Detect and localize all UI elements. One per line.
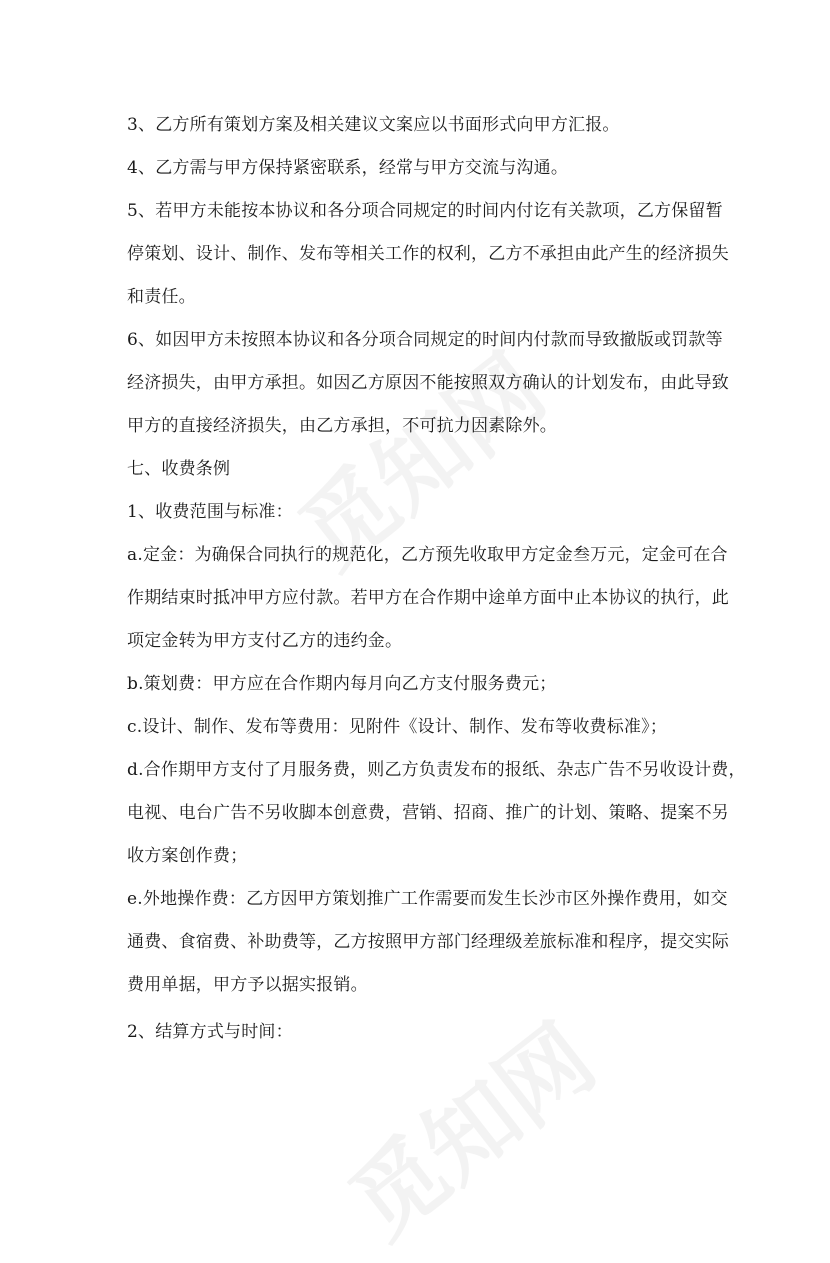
item-c: c.设计、制作、发布等费用：见附件《设计、制作、发布等收费标准》； [127, 717, 668, 737]
section-heading-fees: 七、收费条例 [127, 459, 231, 479]
clause-4: 4、乙方需与甲方保持紧密联系，经常与甲方交流与沟通。 [127, 158, 569, 178]
subheading-settlement: 2、结算方式与时间： [127, 1022, 293, 1042]
item-e-line-3: 费用单据，甲方予以据实报销。 [127, 975, 368, 995]
clause-6-line-3: 甲方的直接经济损失，由乙方承担，不可抗力因素除外。 [127, 416, 557, 436]
item-a-line-1: a.定金：为确保合同执行的规范化，乙方预先收取甲方定金叁万元，定金可在合 [127, 545, 728, 565]
item-e-line-2: 通费、食宿费、补助费等，乙方按照甲方部门经理级差旅标准和程序，提交实际 [127, 932, 729, 952]
clause-5-line-2: 停策划、设计、制作、发布等相关工作的权利，乙方不承担由此产生的经济损失 [127, 244, 729, 264]
clause-6-line-1: 6、如因甲方未按照本协议和各分项合同规定的时间内付款而导致撤版或罚款等 [127, 330, 723, 350]
item-d-line-1: d.合作期甲方支付了月服务费，则乙方负责发布的报纸、杂志广告不另收设计费， [127, 760, 746, 780]
item-d-line-3: 收方案创作费； [127, 846, 248, 866]
item-a-line-3: 项定金转为甲方支付乙方的违约金。 [127, 631, 403, 651]
clause-3: 3、乙方所有策划方案及相关建议文案应以书面形式向甲方汇报。 [127, 115, 620, 135]
item-b: b.策划费：甲方应在合作期内每月向乙方支付服务费元； [127, 674, 557, 694]
item-d-line-2: 电视、电台广告不另收脚本创意费，营销、招商、推广的计划、策略、提案不另 [127, 803, 729, 823]
clause-6-line-2: 经济损失，由甲方承担。如因乙方原因不能按照双方确认的计划发布，由此导致 [127, 373, 729, 393]
item-a-line-2: 作期结束时抵冲甲方应付款。若甲方在合作期中途单方面中止本协议的执行，此 [127, 588, 729, 608]
clause-5-line-3: 和责任。 [127, 287, 196, 307]
subheading-fee-scope: 1、收费范围与标准： [127, 502, 293, 522]
item-e-line-1: e.外地操作费：乙方因甲方策划推广工作需要而发生长沙市区外操作费用，如交 [127, 889, 728, 909]
watermark-logo-lower [319, 989, 618, 1263]
clause-5-line-1: 5、若甲方未能按本协议和各分项合同规定的时间内付讫有关款项，乙方保留暂 [127, 201, 723, 221]
